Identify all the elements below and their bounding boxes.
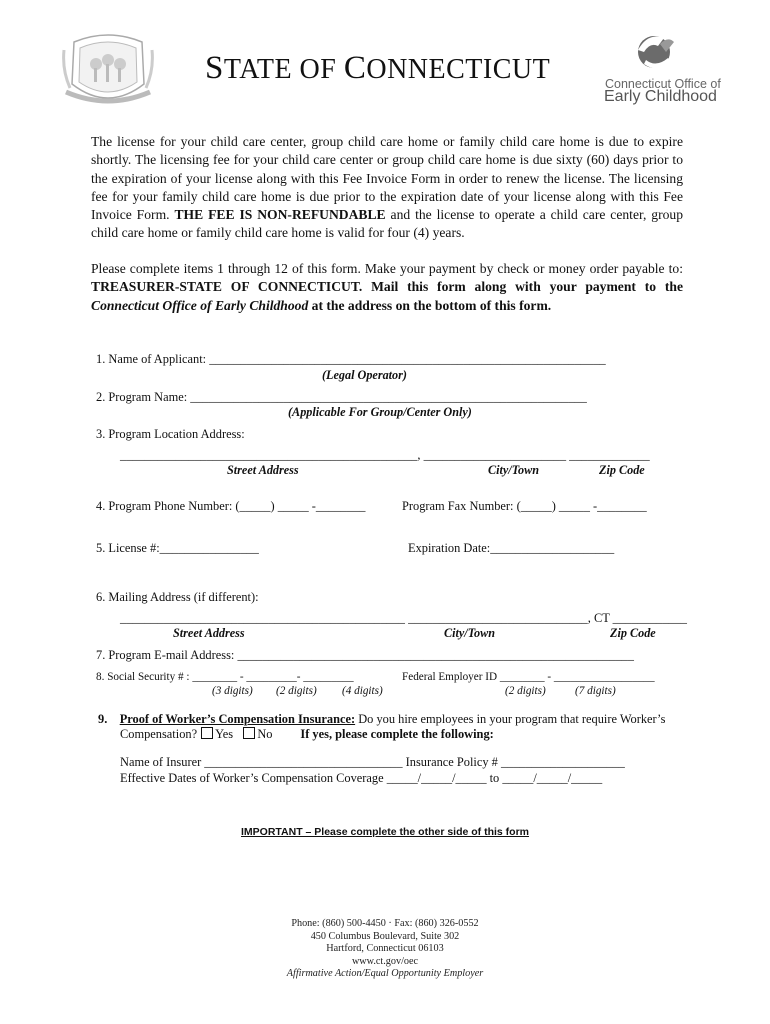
item-2-sub: (Applicable For Group/Center Only) xyxy=(288,405,472,419)
item-4-phone[interactable]: 4. Program Phone Number: (_____) _____ -________ xyxy=(96,499,366,513)
no-checkbox[interactable] xyxy=(243,727,255,739)
intro-paragraph-1: The license for your child care center, group child care home or family child care home is due to expire shortly. The licensing fee for your child care center or group child care home is due sixty (60) days prior to the expiration of your license along with this Fee Invoice Form in order to renew the license. The licensing fee for your family child care home is due prior to the expiration date of your license along with this Fee Invoice Form. THE FEE IS NON-REFUNDABLE and the license to operate a child care center, group child care home or family child care home is valid for four (4) years. xyxy=(91,134,683,241)
intro-paragraph-2: Please complete items 1 through 12 of this form. Make your payment by check or money order payable to: TREASURER-STATE OF CONNECTICUT. Mail this form along with your payment to the Connecticut Office of Early Childhood at the address on the bottom of this form. xyxy=(91,261,683,313)
item-5-expiration[interactable]: Expiration Date:____________________ xyxy=(408,541,615,555)
item-6-address-line[interactable]: ______________________________________________ _____________________________, CT ____________ xyxy=(120,611,687,625)
item-3-location: 3. Program Location Address: xyxy=(96,427,245,441)
item-6-street-label: Street Address xyxy=(173,626,245,640)
item-9-line-2: Compensation? Yes No If yes, please complete the following: xyxy=(120,727,494,741)
yes-checkbox[interactable] xyxy=(201,727,213,739)
item-8-fein[interactable]: Federal Employer ID ________ - __________________ xyxy=(402,671,655,683)
item-8-digits-4: (4 digits) xyxy=(342,685,383,697)
footer-address-2: Hartford, Connecticut 06103 xyxy=(326,943,444,954)
item-5-license[interactable]: 5. License #:________________ xyxy=(96,541,259,555)
item-8-ssn[interactable]: 8. Social Security # : ________ - _________- _________ xyxy=(96,671,354,683)
item-3-zip-label: Zip Code xyxy=(599,463,645,477)
item-3-address-line[interactable]: ________________________________________________, _______________________ _____________ xyxy=(120,448,650,462)
item-6-zip-label: Zip Code xyxy=(610,626,656,640)
coverage-dates-line[interactable]: Effective Dates of Worker’s Compensation Coverage _____/_____/_____ to _____/_____/_____ xyxy=(120,771,603,785)
important-note: IMPORTANT – Please complete the other side of this form xyxy=(240,826,530,838)
item-8-digits-2b: (2 digits) xyxy=(505,685,546,697)
insurer-line[interactable]: Name of Insurer ________________________________ Insurance Policy # ____________________ xyxy=(120,755,625,769)
item-1-applicant[interactable]: 1. Name of Applicant: ________________________________________________________________ xyxy=(96,352,606,366)
item-3-city-label: City/Town xyxy=(488,463,540,477)
footer-address-1: 450 Columbus Boulevard, Suite 302 xyxy=(310,930,460,942)
item-6-city-label: City/Town xyxy=(444,626,496,640)
item-1-sub: (Legal Operator) xyxy=(322,368,407,382)
item-2-program-name[interactable]: 2. Program Name: ________________________________________________________________ xyxy=(96,390,587,404)
page-title: STATE OF CONNECTICUT xyxy=(205,50,551,86)
item-8-digits-2: (2 digits) xyxy=(276,685,317,697)
footer-phone: Phone: (860) 500-4450 · Fax: (860) 326-0552 xyxy=(291,918,479,929)
footer-web[interactable]: www.ct.gov/oec xyxy=(351,955,419,967)
item-9-heading: 9. Proof of Worker’s Compensation Insurance: Do you hire employees in your program that require Worker’s xyxy=(98,712,666,726)
item-4-fax[interactable]: Program Fax Number: (_____) _____ -________ xyxy=(402,499,647,513)
footer-eeo: Affirmative Action/Equal Opportunity Employer xyxy=(286,968,484,979)
item-3-street-label: Street Address xyxy=(227,463,299,477)
item-7-email[interactable]: 7. Program E-mail Address: ________________________________________________________________ xyxy=(96,648,634,662)
item-6-mailing: 6. Mailing Address (if different): xyxy=(96,590,259,604)
item-8-digits-7: (7 digits) xyxy=(575,685,616,697)
logo-line-2: Early Childhood xyxy=(604,88,717,105)
logo-line-1: Connecticut Office of xyxy=(605,77,721,91)
footer xyxy=(0,918,770,981)
item-8-digits-3: (3 digits) xyxy=(212,685,253,697)
state-seal-icon xyxy=(60,30,156,114)
